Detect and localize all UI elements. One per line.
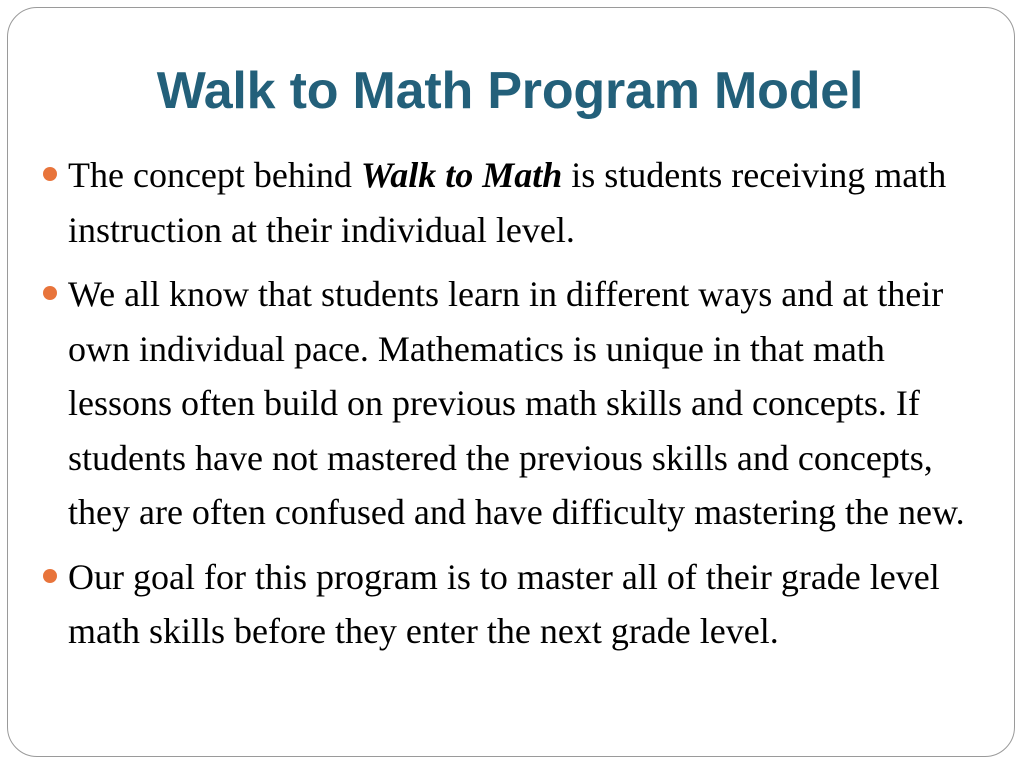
bullet-text: Our goal for this program is to master all of their grade level math skills before they enter the next grade level. (68, 556, 940, 651)
bullet-dot-icon (43, 569, 57, 583)
bullet-item (8, 550, 1008, 659)
bullet-dot-icon (43, 167, 57, 181)
bullet-item (8, 148, 1008, 257)
slide (7, 7, 1015, 757)
bullet-emphasis: Walk to Math (360, 155, 563, 195)
bullet-text-after: is students receiving math instruction at their individual level. (68, 155, 947, 250)
bullet-text-before: The concept behind (68, 155, 361, 195)
bullet-item (8, 267, 1008, 540)
bullet-list (8, 148, 1008, 669)
slide-title: Walk to Math Program Model (156, 62, 864, 120)
bullet-dot-icon (43, 286, 57, 300)
bullet-text: We all know that students learn in different ways and at their own individual pace. Mathematics is unique in that math lessons often build on previous math skills and concepts. If students have not mastered the previous skills and concepts, they are often confused and have difficulty mastering the new. (68, 274, 965, 532)
